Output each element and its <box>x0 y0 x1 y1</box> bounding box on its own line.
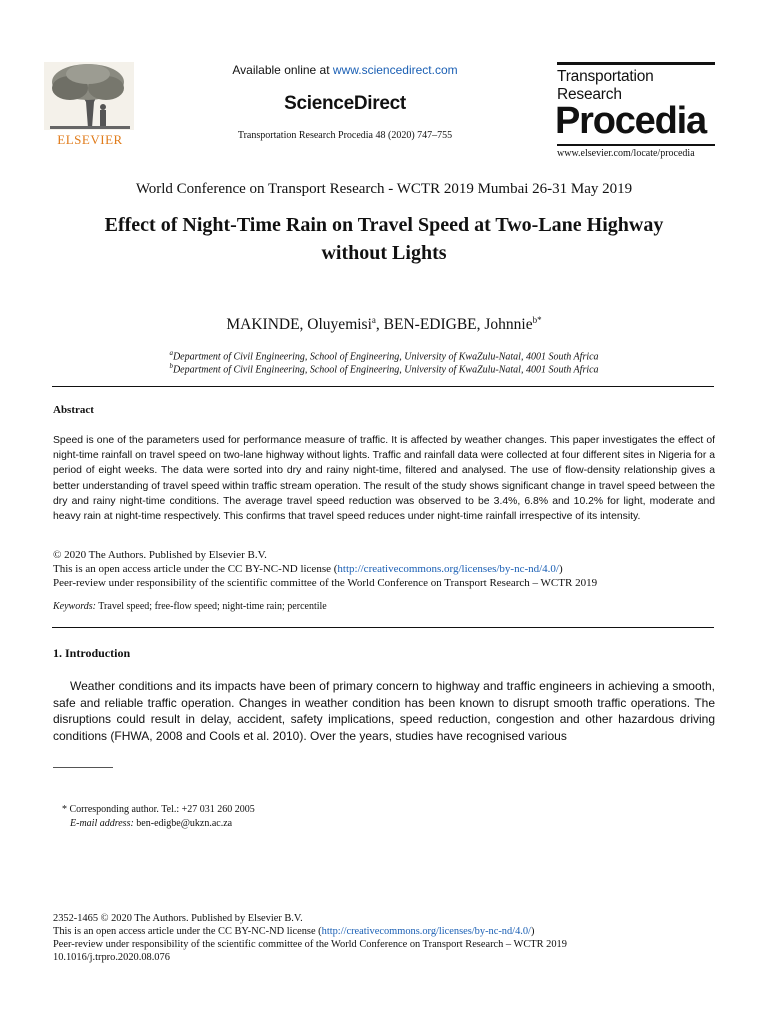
email-address[interactable]: ben-edigbe@ukzn.ac.za <box>133 818 233 829</box>
paper-title: Effect of Night-Time Rain on Travel Speed at Two-Lane Highway without Lights <box>104 214 664 264</box>
affiliation-b <box>0 362 768 375</box>
corresponding-author-footnote: * Corresponding author. Tel.: +27 031 260 2005 <box>62 804 255 815</box>
abstract-bottom-rule <box>52 627 714 628</box>
sciencedirect-wordmark: ScienceDirect <box>284 93 406 114</box>
available-online-line <box>180 63 510 77</box>
author-2-sup: b* <box>532 315 542 325</box>
introduction-heading: 1. Introduction <box>53 646 131 660</box>
abstract-heading: Abstract <box>53 404 94 416</box>
journal-brand-line2: Research <box>557 86 622 103</box>
bottom-license-suffix: ) <box>530 926 535 937</box>
bottom-license-line <box>53 926 534 939</box>
affiliation-a <box>0 349 768 362</box>
conference-line: World Conference on Transport Research - WCTR 2019 Mumbai 26-31 May 2019 <box>135 181 633 197</box>
author-2: BEN-EDIGBE, Johnnie <box>383 316 533 334</box>
license-prefix: This is an open access article under the CC BY-NC-ND license ( <box>53 563 338 575</box>
journal-brand-rule <box>557 62 715 65</box>
peer-review-line: Peer-review under responsibility of the scientific committee of the World Conference on Transport Research – WCTR 2019 <box>53 577 598 589</box>
author-1: MAKINDE, Oluyemisi <box>226 316 372 334</box>
doi-line[interactable]: 10.1016/j.trpro.2020.08.076 <box>53 952 170 963</box>
email-label: E-mail address: <box>70 818 134 829</box>
abstract-body: Speed is one of the parameters used for performance measure of traffic. It is affected by weather changes. This paper investigates the effect of night-time rainfall on travel speed on two-lane highway without lights. Traffic and rainfall data were collected at four different sites in Nigeria for a period of eight weeks. The data were sorted into dry and rainy night-time, filtered and analysed. The use of flow-density relationship gives a better understanding of travel speed within traffic stream operation. The result of the study shows significant change in travel speed between the dry and rainy night-time conditions. The average travel speed reduction was observed to be 3.4%, 6.8% and 10.2% for light, moderate and heavy rain at night-time respectively. This confirms that travel speed reduces under night-time rainfall irrespective of its intensity. <box>53 435 715 523</box>
elsevier-logo <box>40 62 140 152</box>
license-link[interactable]: http://creativecommons.org/licenses/by-nc-nd/4.0/ <box>337 563 559 575</box>
sciencedirect-link[interactable]: www.sciencedirect.com <box>332 63 458 77</box>
footnote-rule <box>53 767 113 768</box>
affiliation-a-text: Department of Civil Engineering, School of Engineering, University of KwaZulu-Natal, 4001 South Africa <box>172 351 599 363</box>
keywords-line <box>53 601 327 612</box>
bottom-license-link[interactable]: http://creativecommons.org/licenses/by-nc-nd/4.0/ <box>321 926 531 937</box>
email-footnote <box>70 818 232 829</box>
affiliation-b-text: Department of Civil Engineering, School of Engineering, University of KwaZulu-Natal, 4001 South Africa <box>172 364 599 376</box>
introduction-body: Weather conditions and its impacts have been of primary concern to highway and traffic engineers in achieving a smooth, safe and reliable traffic operation. Changes in weather condition has been known to disrupt smooth traffic operations. The disruptions could result in delay, accident, safety implications, speed reduction, congestion and other hazardous driving conditions (FHWA, 2008 and Cools et al. 2010). Over the years, studies have recognised various <box>53 679 715 743</box>
author-1-sup: a <box>371 315 376 325</box>
keywords-label: Keywords: <box>53 601 96 612</box>
author-list <box>0 315 768 334</box>
author-separator: , <box>375 316 384 334</box>
journal-brand-line1: Transportation <box>557 68 654 85</box>
license-line <box>53 562 715 576</box>
bottom-peer-review-line: Peer-review under responsibility of the scientific committee of the World Conference on Transport Research – WCTR 2019 <box>53 939 567 950</box>
bottom-license-prefix: This is an open access article under the CC BY-NC-ND license ( <box>53 926 322 937</box>
journal-url[interactable]: www.elsevier.com/locate/procedia <box>557 148 695 159</box>
elsevier-wordmark: ELSEVIER <box>57 132 123 147</box>
affiliation-a-sup: a <box>169 349 173 357</box>
keywords-text: Travel speed; free-flow speed; night-time rain; percentile <box>95 601 327 612</box>
journal-brand-rule-bottom <box>557 144 715 146</box>
affiliation-b-sup: b <box>169 362 173 370</box>
license-suffix: ) <box>559 563 563 575</box>
copyright-line: © 2020 The Authors. Published by Elsevier B.V. <box>53 549 267 561</box>
abstract-top-rule <box>52 386 714 387</box>
available-prefix: Available online at <box>232 63 333 77</box>
journal-citation: Transportation Research Procedia 48 (2020) 747–755 <box>237 130 453 141</box>
bottom-issn-line: 2352-1465 © 2020 The Authors. Published by Elsevier B.V. <box>53 913 303 924</box>
journal-brand-name: Procedia <box>555 100 706 142</box>
